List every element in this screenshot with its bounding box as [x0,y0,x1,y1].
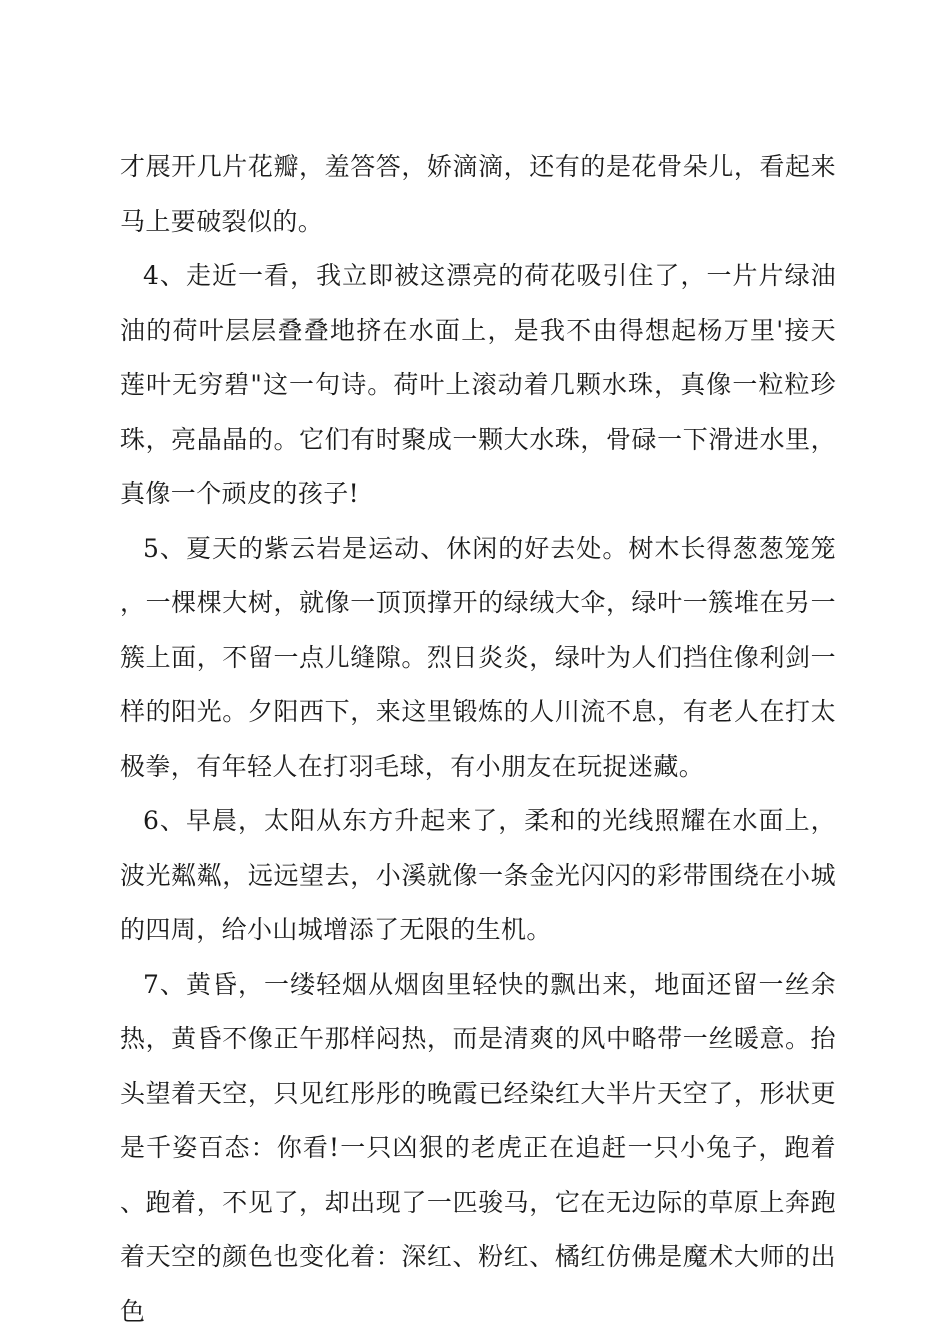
paragraph-7: 7、黄昏，一缕轻烟从烟囱里轻快的飘出来，地面还留一丝余热，黄昏不像正午那样闷热，而是清爽的风中略带一丝暖意。抬头望着天空，只见红彤彤的晚霞已经染红大半片天空了，形状更是千姿百态：你看!一只凶狠的老虎正在追赶一只小兔子，跑着、跑着，不见了，却出现了一匹骏马，它在无边际的草原上奔跑着天空的颜色也变化着：深红、粉红、橘红仿佛是魔术大师的出色 [120,969,836,1326]
document-page [120,140,836,1339]
paragraph-6: 6、早晨，太阳从东方升起来了，柔和的光线照耀在水面上，波光粼粼，远远望去，小溪就像一条金光闪闪的彩带围绕在小城的四周，给小山城增添了无限的生机。 [120,806,836,944]
paragraph-5: 5、夏天的紫云岩是运动、休闲的好去处。树木长得葱葱笼笼，一棵棵大树，就像一顶顶撑开的绿绒大伞，绿叶一簇堆在另一簇上面，不留一点儿缝隙。烈日炎炎，绿叶为人们挡住像利剑一样的阳光。夕阳西下，来这里锻炼的人川流不息，有老人在打太极拳，有年轻人在打羽毛球，有小朋友在玩捉迷藏。 [120,533,836,781]
paragraph-continuation: 才展开几片花瓣，羞答答，娇滴滴，还有的是花骨朵儿，看起来马上要破裂似的。 [120,152,836,236]
paragraph-4: 4、走近一看，我立即被这漂亮的荷花吸引住了，一片片绿油油的荷叶层层叠叠地挤在水面上，是我不由得想起杨万里'接天莲叶无穷碧"这一句诗。荷叶上滚动着几颗水珠，真像一粒粒珍珠，亮晶晶的。它们有时聚成一颗大水珠，骨碌一下滑进水里，真像一个顽皮的孩子! [120,261,836,508]
